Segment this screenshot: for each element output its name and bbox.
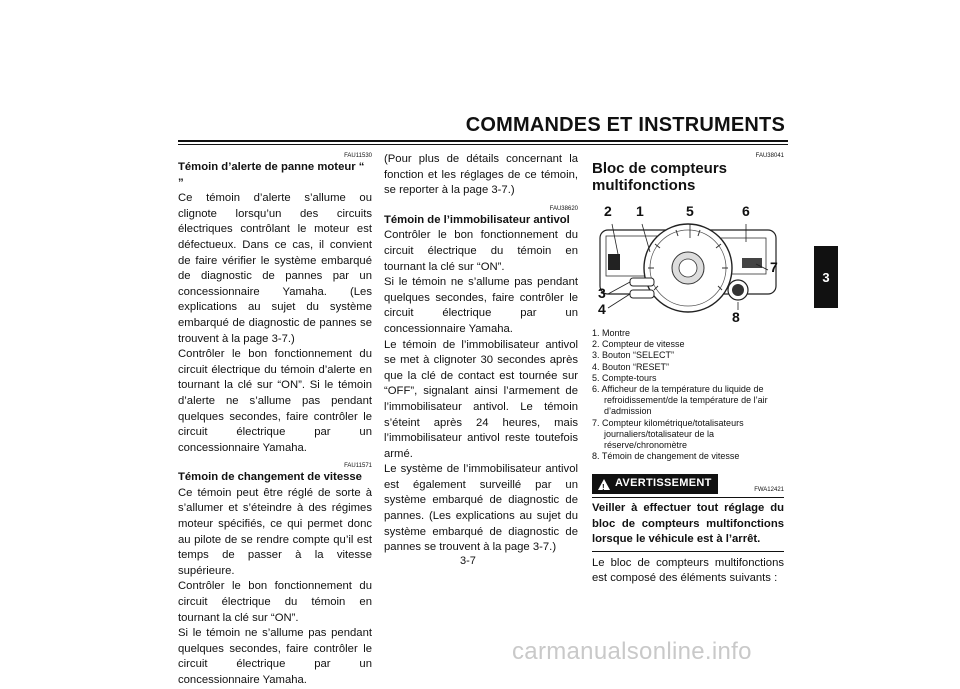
column-1	[178, 152, 372, 689]
paragraph: Si le témoin ne s’allume pas pendant quelques secondes, faire contrôler le circuit électrique par un concessionnaire Yamaha.	[178, 627, 372, 686]
warning-triangle-icon: !	[598, 479, 610, 490]
paragraph: Contrôler le bon fonctionnement du circuit électrique du témoin d’alerte en tournant la clé sur “ON”. Si le témoin d’alerte ne s’allume pas pendant quelques secondes, faire contrôler le circuit électrique par un concessionnaire Yamaha.	[178, 348, 372, 454]
list-item: 2. Compteur de vitesse	[592, 339, 685, 350]
column-3	[592, 152, 784, 587]
warning-text: Veiller à effectuer tout réglage du bloc de compteurs multifonctions lorsque le véhicule est à l’arrêt.	[592, 502, 784, 546]
paragraph: Contrôler le bon fonctionnement du circuit électrique du témoin en tournant la clé sur “ON”.	[384, 229, 578, 273]
ref-code: FAU11530	[344, 153, 372, 159]
warning-rule-bottom	[592, 551, 784, 552]
header-rule	[178, 140, 788, 142]
list-item: 7. Compteur kilométrique/totalisateurs journaliers/totalisateur de la réserve/chronomètre	[592, 417, 744, 451]
legend-list	[592, 328, 784, 462]
header-rule-thin	[178, 144, 788, 145]
callout-2: 2	[604, 203, 612, 219]
page-header-title: COMMANDES ET INSTRUMENTS	[465, 114, 785, 136]
list-item: 8. Témoin de changement de vitesse	[592, 451, 740, 462]
list-item: 3. Bouton “SELECT”	[592, 350, 675, 361]
list-item: 1. Montre	[592, 328, 631, 338]
paragraph: (Pour plus de détails concernant la fonction et les réglages de ce témoin, se reporter à la page 3-7.)	[384, 153, 578, 197]
callout-7: 7	[770, 259, 778, 275]
paragraph: Si le témoin ne s’allume pas pendant quelques secondes, faire contrôler le circuit électrique par un concessionnaire Yamaha.	[384, 276, 578, 335]
callout-6: 6	[742, 203, 750, 219]
paragraph: Le bloc de compteurs multifonctions est composé des éléments suivants :	[592, 556, 784, 585]
ref-code: FAU11571	[344, 463, 372, 470]
paragraph: Contrôler le bon fonctionnement du circuit électrique du témoin en tournant la clé sur “ON”.	[178, 580, 372, 624]
list-item: 5. Compte-tours	[592, 372, 657, 383]
watermark: carmanualsonline.info	[512, 638, 752, 665]
ref-code: FAU38041	[755, 153, 784, 159]
paragraph: Ce témoin d’alerte s’allume ou clignote lorsqu’un des circuits électriques contrôlant le moteur est défectueux. Dans ce cas, il convient de faire vérifier le système embarqué de diagnostic de pannes par un concessionnaire Yamaha. (Les explications au sujet du système embarqué de diagnostic de pannes se trouvent à la page 3-7.)	[178, 192, 372, 345]
column-2	[384, 152, 578, 556]
warning-badge	[592, 474, 718, 494]
section-heading-immobilizer: Témoin de l’immobilisateur antivol	[384, 213, 570, 226]
paragraph: Ce témoin peut être réglé de sorte à s’allumer et s’éteindre à des régimes moteur spécifiés, ce qui permet donc au pilote de se rendre compte qu’il est temps de passer à la vitesse supérieure.	[178, 486, 372, 577]
paragraph: Le système de l’immobilisateur antivol est également surveillé par un système embarqué de diagnostic de pannes. (Les explications au sujet du système embarqué de diagnostic de pannes se trouvent à la page 3-7.)	[384, 463, 578, 554]
warning-label: AVERTISSEMENT	[615, 477, 712, 490]
ref-code: FAU38620	[549, 205, 578, 212]
list-item: 6. Afficheur de la température du liquide de refroidissement/de la température de l’air d’admission	[592, 384, 768, 417]
callout-3: 3	[598, 285, 606, 301]
section-title-meter-unit: Bloc de compteurs multifonctions	[592, 160, 728, 194]
section-heading-shift-light: Témoin de changement de vitesse	[178, 471, 362, 484]
list-item: 4. Bouton “RESET”	[592, 361, 670, 372]
callout-8: 8	[732, 309, 740, 325]
chapter-tab: 3	[814, 246, 838, 308]
paragraph: Le témoin de l’immobilisateur antivol se met à clignoter 30 secondes après que la clé de contact est tournée sur “OFF”, signalant ainsi l’armement de l’immobilisateur antivol. Le témoin s’éteint après 24 heures, mais l’immobilisateur antivol reste toutefois armé.	[384, 338, 578, 460]
meter-illustration	[592, 198, 784, 324]
warning-rule-top	[592, 497, 784, 498]
ref-code: FWA12421	[754, 487, 784, 494]
callout-5: 5	[686, 203, 694, 219]
warning-header	[592, 474, 784, 494]
callout-1: 1	[636, 203, 644, 219]
callout-4: 4	[598, 301, 606, 317]
section-heading-engine-warning: Témoin d’alerte de panne moteur “ ”	[178, 161, 365, 189]
page-number: 3-7	[460, 555, 476, 567]
